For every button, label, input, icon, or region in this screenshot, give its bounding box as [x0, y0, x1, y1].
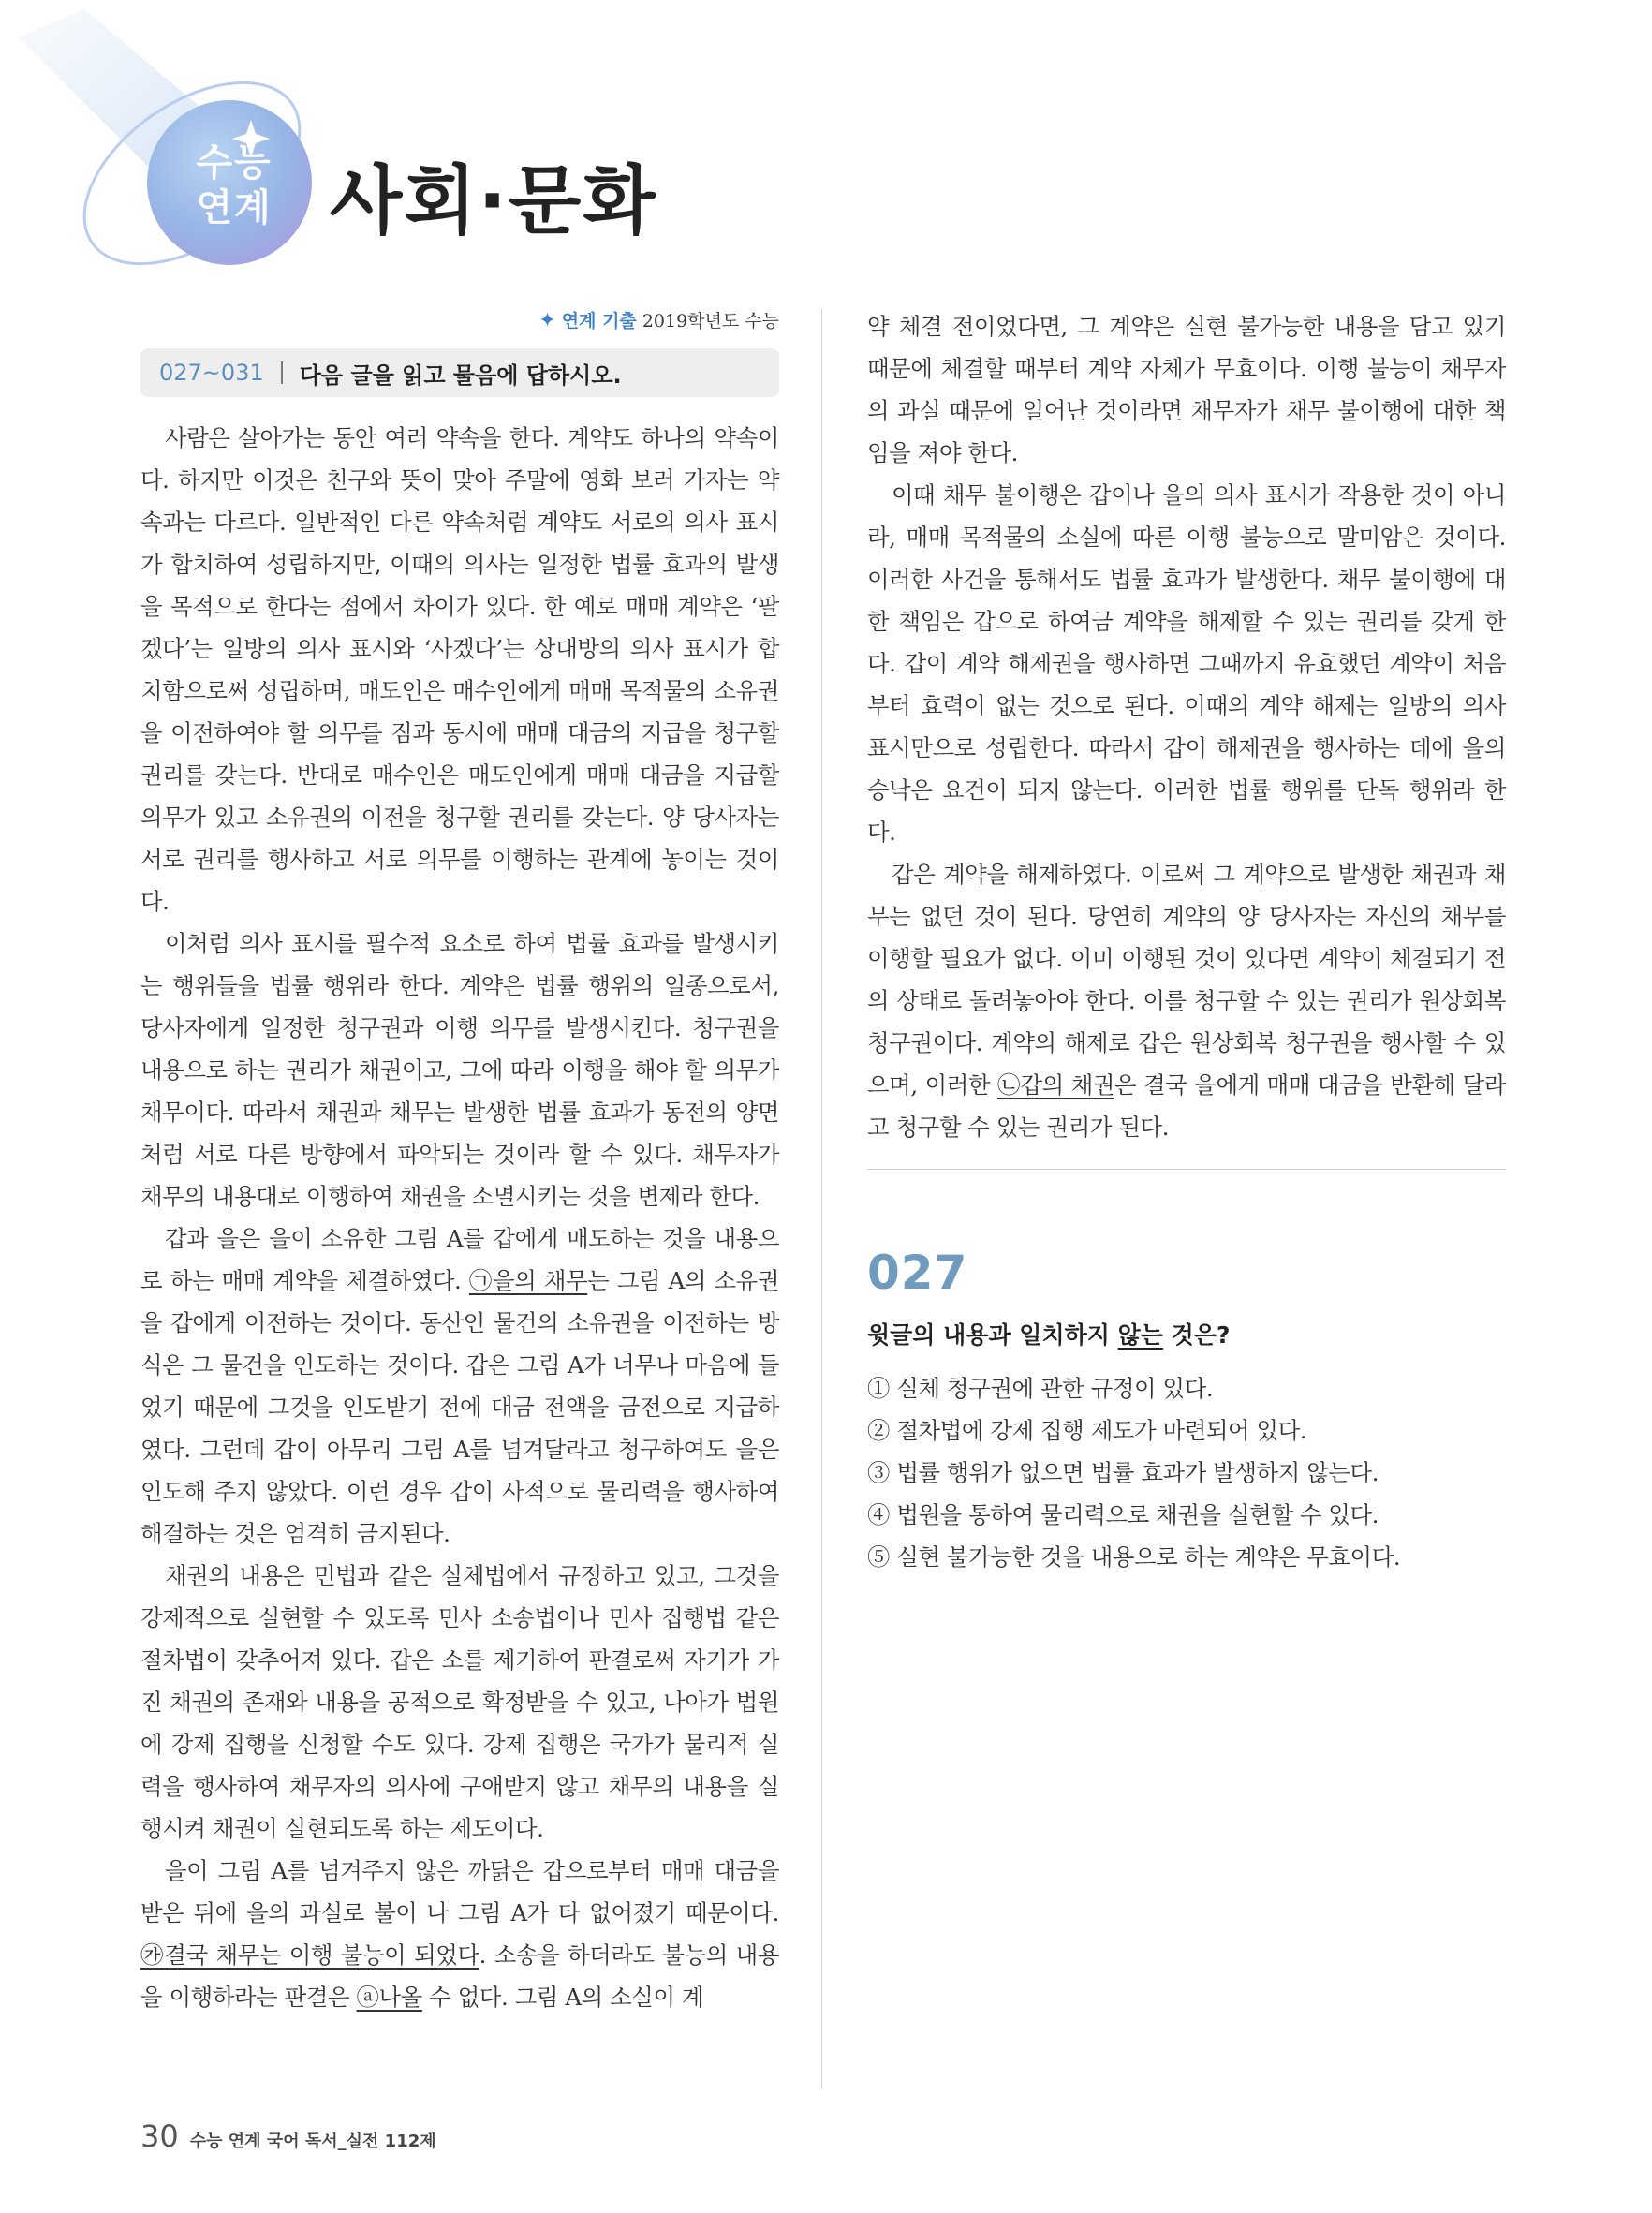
text-span: 윗글의 내용과 일치하지: [867, 1321, 1118, 1349]
book-title: 수능 연계 국어 독서_실전 112제: [189, 2132, 436, 2151]
text-span: . 소송을 하더라도 불능의 내용을 이행하라는 판결은: [140, 1941, 779, 2011]
page-footer: [140, 2118, 436, 2154]
text-span: 갑과 을은 을이 소유한 그림 A를 갑에게 매도하는 것을 내용으로 하는 매매 계약을 체결하였다.: [140, 1225, 779, 1294]
section-badge: [164, 140, 304, 230]
passage-left-column: [140, 417, 779, 2018]
text-span: 수 없다. 그림 A의 소실이 계: [421, 1984, 704, 2011]
passage-paragraph-6: 이때 채무 불이행은 갑이나 을의 의사 표시가 작용한 것이 아니라, 매매 목적물의 소실에 따른 이행 불능으로 말미암은 것이다. 이러한 사건을 통해서도 법률 효과가 발생한다. 채무 불이행에 대한 책임은 갑으로 하여금 계약을 해제할 수 있는 권리를 갖게 한다. 갑이 계약 해제권을 행사하면 그때까지 유효했던 계약이 처음부터 효력이 없는 것으로 된다. 이때의 계약 해제는 일방의 의사 표시만으로 성립한다. 따라서 갑이 해제권을 행사하는 데에 을의 승낙은 요건이 되지 않는다. 이러한 법률 행위를 단독 행위라 한다.: [867, 481, 1506, 846]
choice-5[interactable]: ⑤ 실현 불가능한 것을 내용으로 하는 계약은 무효이다.: [867, 1543, 1401, 1571]
question-text: [867, 1317, 1230, 1350]
page-title: 사회·문화: [330, 157, 657, 244]
source-year: 2019학년도 수능: [642, 311, 779, 332]
choice-2[interactable]: ② 절차법에 강제 집행 제도가 마련되어 있다.: [867, 1417, 1307, 1444]
star-icon: ✦: [538, 309, 556, 332]
badge-line-1: 수능: [196, 141, 273, 184]
emphasis-word: 않는: [1117, 1321, 1163, 1349]
question-instruction-bar: [140, 348, 779, 397]
page-number: 30: [140, 2118, 179, 2154]
passage-paragraph-7: [867, 853, 1506, 1148]
underlined-phrase-ga: ㉮결국 채무는 이행 불능이 되었다: [140, 1941, 479, 1969]
text-span: 는 그림 A의 소유권을 갑에게 이전하는 것이다. 동산인 물건의 소유권을 이전하는 방식은 그 물건을 인도하는 것이다. 갑은 그림 A가 너무나 마음에 들었기 때문에 그것을 인도받기 전에 대금 전액을 금전으로 지급하였다. 그런데 갑이 아무리 그림 A를 넘겨달라고 청구하여도 을은 인도해 주지 않았다. 이런 경우 갑이 사적으로 물리력을 행사하여 해결하는 것은 엄격히 금지된다.: [140, 1267, 779, 1547]
badge-line-2: 연계: [196, 186, 273, 229]
column-divider: [821, 309, 822, 2088]
question-range: 027~031: [159, 360, 264, 386]
passage-paragraph-5: [140, 1850, 779, 2018]
underlined-phrase-a: ㉠을의 채무: [468, 1267, 588, 1294]
answer-choices: [867, 1367, 1506, 1578]
source-kind: 연계 기출: [561, 311, 637, 332]
passage-paragraph-2: 이처럼 의사 표시를 필수적 요소로 하여 법률 효과를 발생시키는 행위들을 법률 행위라 한다. 계약은 법률 행위의 일종으로서, 당사자에게 일정한 청구권과 이행 의무를 발생시킨다. 청구권을 내용으로 하는 권리가 채권이고, 그에 따라 이행을 해야 할 의무가 채무이다. 따라서 채권과 채무는 발생한 법률 효과가 동전의 양면처럼 서로 다른 방향에서 파악되는 것이라 할 수 있다. 채무자가 채무의 내용대로 이행하여 채권을 소멸시키는 것을 변제라 한다.: [140, 930, 779, 1210]
choice-3[interactable]: ③ 법률 행위가 없으면 법률 효과가 발생하지 않는다.: [867, 1459, 1379, 1486]
text-span: 은 결국 을에게 매매 대금을 반환해 달라고 청구할 수 있는 권리가 된다.: [867, 1071, 1506, 1141]
text-span: 을이 그림 A를 넘겨주지 않은 까닭은 갑으로부터 매매 대금을 받은 뒤에 을의 과실로 불이 나 그림 A가 타 없어졌기 때문이다.: [140, 1857, 779, 1926]
choice-1[interactable]: ① 실체 청구권에 관한 규정이 있다.: [867, 1375, 1214, 1402]
passage-paragraph-4: 채권의 내용은 민법과 같은 실체법에서 규정하고 있고, 그것을 강제적으로 실현할 수 있도록 민사 소송법이나 민사 집행법 같은 절차법이 갖추어져 있다. 갑은 소를 제기하여 판결로써 자기가 가진 채권의 존재와 내용을 공적으로 확정받을 수 있고, 나아가 법원에 강제 집행을 신청할 수도 있다. 강제 집행은 국가가 물리적 실력을 행사하여 채무자의 의사에 구애받지 않고 채무의 내용을 실행시켜 채권이 실현되도록 하는 제도이다.: [140, 1562, 779, 1842]
text-span: 갑은 계약을 해제하였다. 이로써 그 계약으로 발생한 채권과 채무는 없던 것이 된다. 당연히 계약의 양 당사자는 자신의 채무를 이행할 필요가 없다. 이미 이행된 것이 있다면 계약이 체결되기 전의 상태로 돌려놓아야 한다. 이를 청구할 수 있는 권리가 원상회복 청구권이다. 계약의 해제로 갑은 원상회복 청구권을 행사할 수 있으며, 이러한: [867, 861, 1506, 1099]
underlined-phrase-b: ㉡갑의 채권: [996, 1071, 1115, 1099]
bar-separator: [281, 361, 283, 384]
passage-paragraph-5-continued: 약 체결 전이었다면, 그 계약은 실현 불가능한 내용을 담고 있기 때문에 체결할 때부터 계약 자체가 무효이다. 이행 불능이 채무자의 과실 때문에 일어난 것이라면 채무자가 채무 불이행에 대한 책임을 져야 한다.: [867, 313, 1506, 466]
source-line: [140, 307, 779, 332]
instruction-text: 다음 글을 읽고 물음에 답하시오.: [299, 361, 622, 389]
question-number: 027: [867, 1246, 968, 1300]
section-divider: [867, 1169, 1506, 1170]
choice-4[interactable]: ④ 법원을 통하여 물리력으로 채권을 실현할 수 있다.: [867, 1501, 1379, 1528]
passage-paragraph-1: 사람은 살아가는 동안 여러 약속을 한다. 계약도 하나의 약속이다. 하지만 이것은 친구와 뜻이 맞아 주말에 영화 보러 가자는 약속과는 다르다. 일반적인 다른 약속처럼 계약도 서로의 의사 표시가 합치하여 성립하지만, 이때의 의사는 일정한 법률 효과의 발생을 목적으로 한다는 점에서 차이가 있다. 한 예로 매매 계약은 ‘팔겠다’는 일방의 의사 표시와 ‘사겠다’는 상대방의 의사 표시가 합치함으로써 성립하며, 매도인은 매수인에게 매매 목적물의 소유권을 이전하여야 할 의무를 짐과 동시에 매매 대금의 지급을 청구할 권리를 갖는다. 반대로 매수인은 매도인에게 매매 대금을 지급할 의무가 있고 소유권의 이전을 청구할 권리를 갖는다. 양 당사자는 서로 권리를 행사하고 서로 의무를 이행하는 관계에 놓이는 것이다.: [140, 424, 779, 915]
text-span: 것은?: [1162, 1321, 1231, 1349]
passage-paragraph-3: [140, 1217, 779, 1555]
underlined-word-a: ⓐ나올: [356, 1984, 422, 2011]
passage-right-column: [867, 305, 1506, 1148]
